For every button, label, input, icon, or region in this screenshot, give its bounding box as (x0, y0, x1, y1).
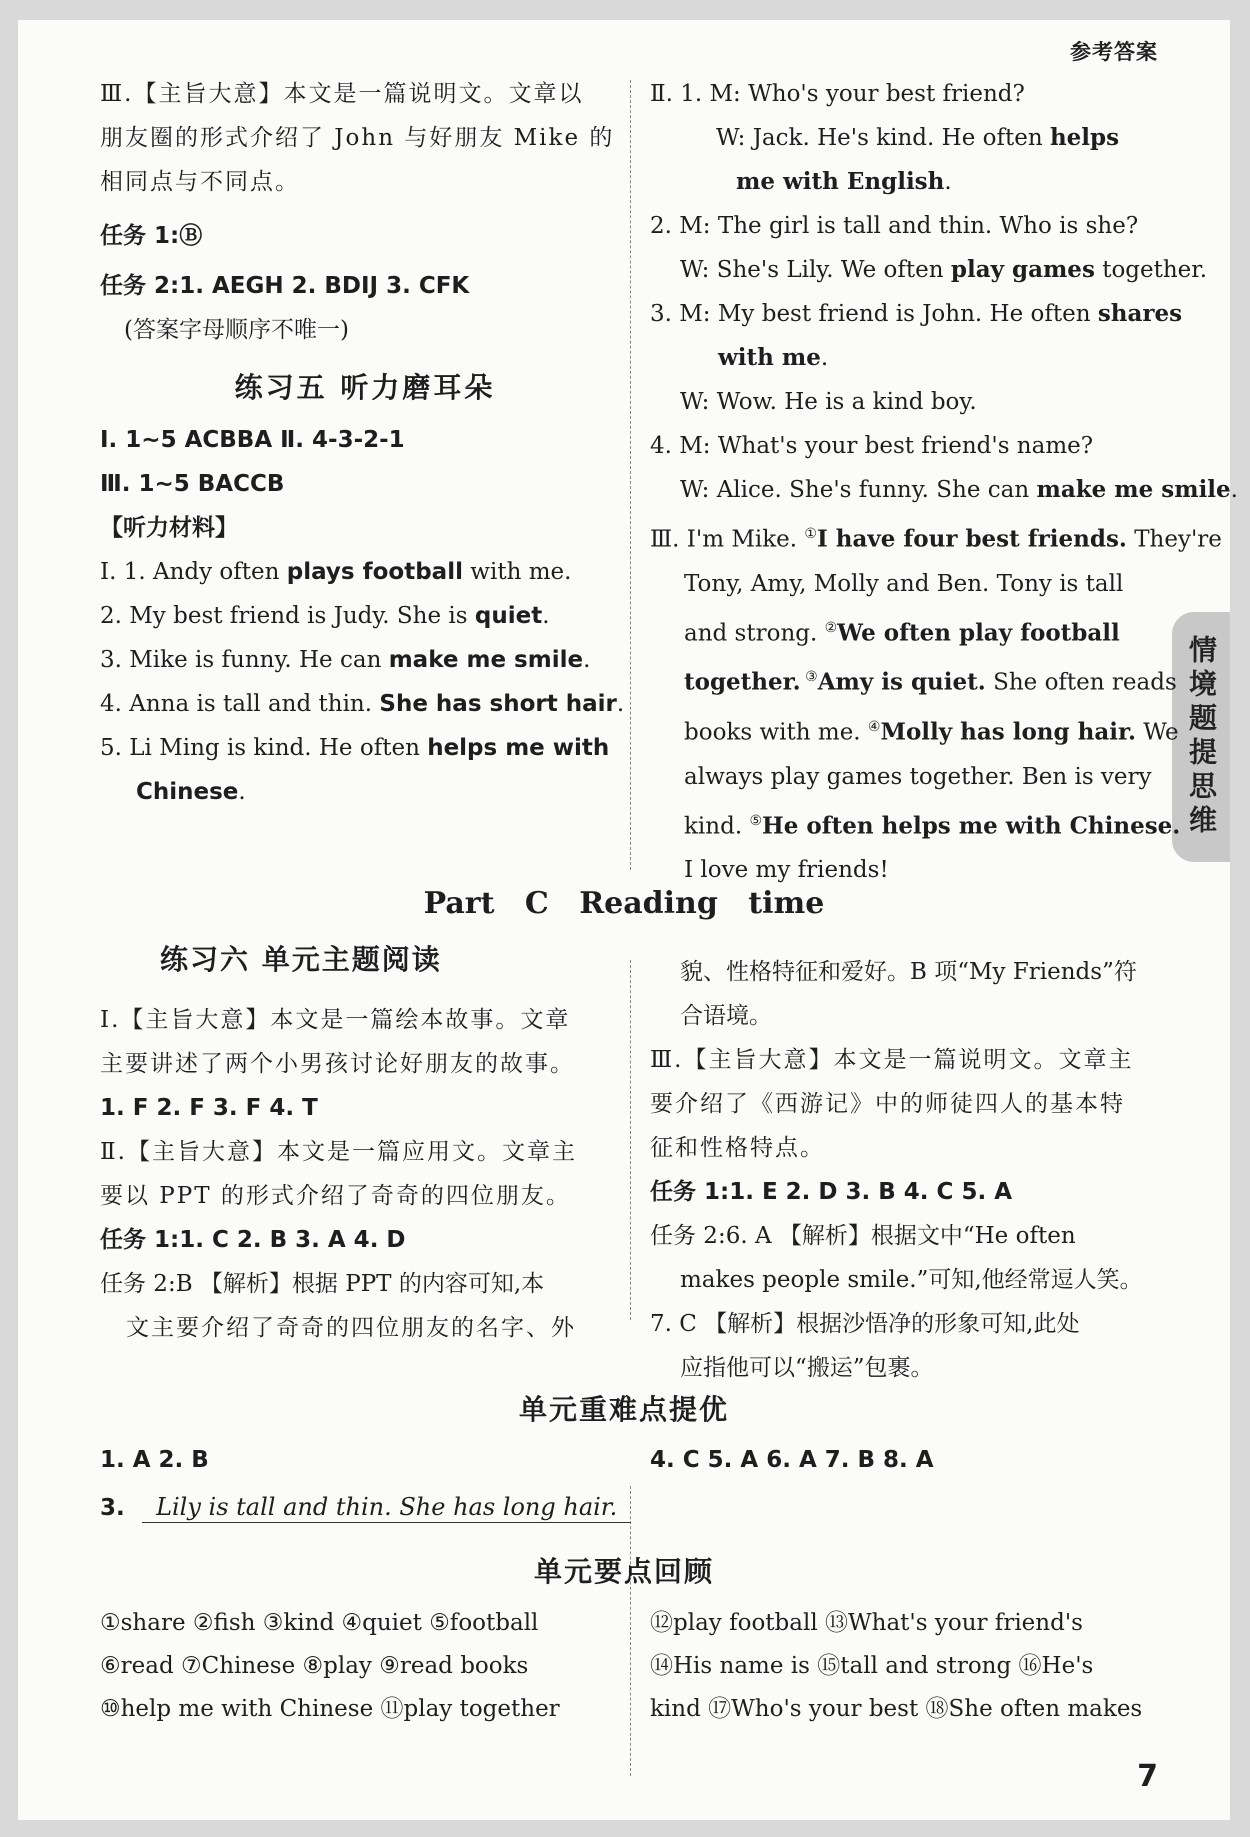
answer-note: (答案字母顺序不唯一) (124, 317, 349, 343)
passage-line: Ⅲ. I'm Mike. ①I have four best friends. They're (650, 525, 1222, 553)
review-line: ⑫play football ⑬What's your friend's (650, 1610, 1083, 1636)
listening-item-cont: Chinese. (136, 779, 246, 805)
review-line: ⑥read ⑦Chinese ⑧play ⑨read books (100, 1653, 529, 1679)
text-line: 应指他可以“搬运”包裹。 (680, 1355, 934, 1381)
handwritten-answer: Lily is tall and thin. She has long hair. (142, 1492, 631, 1523)
listening-item: 4. Anna is tall and thin. She has short hair. (100, 691, 625, 717)
answers-line: 4. C 5. A 6. A 7. B 8. A (650, 1447, 934, 1473)
listening-item: Ⅰ. 1. Andy often plays football with me. (100, 559, 572, 585)
text-line: 7. C 【解析】根据沙悟净的形象可知,此处 (650, 1311, 1080, 1337)
text-line: 相同点与不同点。 (100, 169, 300, 195)
review-line: ⑩help me with Chinese ⑪play together (100, 1696, 560, 1722)
listening-material-label: 【听力材料】 (100, 515, 238, 541)
passage-line: I love my friends! (684, 857, 889, 884)
passage-line: and strong. ②We often play football (684, 619, 1120, 647)
difficult-right (650, 1438, 1180, 1482)
review-title: 单元要点回顾 (533, 1555, 714, 1588)
text-line: makes people smile.”可知,他经常逗人笑。 (680, 1267, 1143, 1293)
page-number: 7 (1137, 1759, 1158, 1794)
text-line: 要以 PPT 的形式介绍了奇奇的四位朋友。 (100, 1183, 571, 1209)
dialogue-line: W: Jack. He's kind. He often helps (716, 124, 1120, 151)
answers-line: 1. A 2. B (100, 1447, 209, 1473)
column-divider (630, 80, 631, 870)
text-line: 征和性格特点。 (650, 1135, 825, 1161)
dialogue-line: 4. M: What's your best friend's name? (650, 433, 1094, 459)
text-line: Ⅲ.【主旨大意】本文是一篇说明文。文章以 (100, 81, 584, 107)
passage-line: Tony, Amy, Molly and Ben. Tony is tall (684, 570, 1124, 597)
text-line: 主要讲述了两个小男孩讨论好朋友的故事。 (100, 1051, 575, 1077)
passage-line: books with me. ④Molly has long hair. We (684, 718, 1179, 746)
part-c-heading: Part C Reading time (423, 886, 825, 921)
difficult-points-title: 单元重难点提优 (518, 1393, 729, 1426)
listening-item: 3. Mike is funny. He can make me smile. (100, 647, 591, 673)
passage-line: together. ③Amy is quiet. She often reads (684, 668, 1177, 696)
dialogue-line: 3. M: My best friend is John. He often shares (650, 300, 1183, 327)
handwritten-answer-row: 3. Lily is tall and thin. She has long hair. (100, 1486, 630, 1530)
answer-page (18, 20, 1238, 1820)
review-line: ⑭His name is ⑮tall and strong ⑯He's (650, 1653, 1094, 1679)
difficult-left (100, 1438, 630, 1530)
review-left (100, 1602, 560, 1731)
dialogue-line: W: She's Lily. We often play games together. (680, 256, 1208, 283)
dialogue-line: W: Wow. He is a kind boy. (680, 389, 977, 415)
task1-answer: 任务 1:Ⓑ (100, 223, 203, 249)
listening-answers-1: Ⅰ. 1~5 ACBBA Ⅱ. 4-3-2-1 (100, 427, 405, 453)
text-line: Ⅰ.【主旨大意】本文是一篇绘本故事。文章 (100, 1007, 571, 1033)
review-line: ①share ②fish ③kind ④quiet ⑤football (100, 1610, 539, 1636)
text-line: 文主要介绍了奇奇的四位朋友的名字、外 (126, 1315, 576, 1341)
text-line: Ⅱ.【主旨大意】本文是一篇应用文。文章主 (100, 1139, 577, 1165)
task2-answer: 任务 2:1. AEGH 2. BDIJ 3. CFK (100, 273, 470, 299)
text-line: Ⅲ.【主旨大意】本文是一篇说明文。文章主 (650, 1047, 1134, 1073)
review-right (650, 1602, 1142, 1731)
answers-line: 任务 1:1. E 2. D 3. B 4. C 5. A (650, 1179, 1012, 1205)
side-tab (1172, 612, 1230, 862)
listening-item: 5. Li Ming is kind. He often helps me with (100, 735, 610, 761)
listening-item: 2. My best friend is Judy. She is quiet. (100, 603, 550, 629)
text-line: 任务 2:B 【解析】根据 PPT 的内容可知,本 (100, 1271, 545, 1297)
passage-line: always play games together. Ben is very (684, 763, 1152, 790)
right-column-bottom (650, 950, 1180, 1390)
text-line: 任务 2:6. A 【解析】根据文中“He often (650, 1223, 1076, 1249)
left-column-top (100, 72, 630, 814)
exercise5-title: 练习五 听力磨耳朵 (234, 371, 496, 404)
header-label: 参考答案 (1070, 40, 1158, 64)
answers-line: 任务 1:1. C 2. B 3. A 4. D (100, 1227, 406, 1253)
text-line: 朋友圈的形式介绍了 John 与好朋友 Mike 的 (100, 125, 615, 151)
text-line: 要介绍了《西游记》中的师徒四人的基本特 (650, 1091, 1125, 1117)
review-line: kind ⑰Who's your best ⑱She often makes (650, 1696, 1143, 1722)
dialogue-line: me with English. (736, 168, 952, 195)
column-divider (630, 960, 631, 1320)
column-divider (630, 1486, 631, 1776)
text-line: 貌、性格特征和爱好。B 项“My Friends”符 (680, 959, 1137, 985)
dialogue-line: 2. M: The girl is tall and thin. Who is she? (650, 213, 1139, 239)
dialogue-line: W: Alice. She's funny. She can make me smile. (680, 476, 1238, 503)
passage-line: kind. ⑤He often helps me with Chinese. (684, 812, 1181, 840)
side-tab-label: 情境题提思维 (1185, 635, 1218, 839)
text-line: 合语境。 (680, 1003, 772, 1029)
listening-answers-2: Ⅲ. 1~5 BACCB (100, 471, 285, 497)
exercise6-title: 练习六 单元主题阅读 (160, 943, 442, 976)
dialogue-line: Ⅱ. 1. M: Who's your best friend? (650, 81, 1025, 107)
answers-line: 1. F 2. F 3. F 4. T (100, 1095, 318, 1121)
left-column-bottom (100, 998, 630, 1350)
dialogue-line: with me. (718, 344, 829, 371)
